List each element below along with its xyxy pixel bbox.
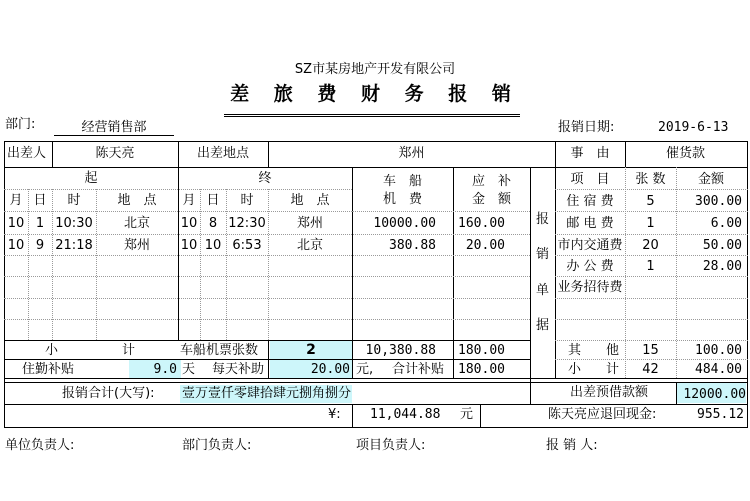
allowance-sum-label: 合计补贴 — [392, 362, 445, 377]
fare-header-1: 车 船 — [382, 174, 422, 189]
allowance-sum: 180.00 — [458, 362, 505, 377]
total-caps-label: 报销合计(大写): — [62, 386, 155, 401]
trip-2-end-time: 6:53 — [232, 238, 262, 253]
receipt-label-1: 报 — [535, 212, 549, 227]
expense-local-transport: 市内交通费 — [557, 238, 623, 253]
trip-1-end-place: 郑州 — [296, 216, 323, 231]
advance-amount: 12000.00 — [683, 387, 746, 402]
dept-head-label: 部门负责人: — [182, 438, 252, 453]
other-amount: 100.00 — [695, 343, 742, 358]
subtotal-label-b: 计 — [122, 343, 136, 358]
date-value: 2019-6-13 — [658, 120, 729, 135]
fare-header-2: 机 费 — [382, 192, 422, 207]
trip-1-end-month: 10 — [180, 216, 198, 231]
start-month-header: 月 — [9, 193, 23, 208]
trip-2-start-place: 郑州 — [123, 238, 150, 253]
other-label-a: 其 — [568, 343, 582, 358]
per-day-amount: 20.00 — [310, 362, 350, 377]
trip-1-start-time: 10:30 — [55, 216, 93, 231]
expense-lodging-amount: 300.00 — [695, 194, 742, 209]
fare-total: 10,380.88 — [365, 343, 436, 358]
expense-postage: 邮 电 费 — [566, 216, 614, 231]
reason-label: 事 由 — [570, 146, 610, 161]
destination: 郑州 — [398, 146, 425, 161]
expense-subtotal-label-b: 计 — [606, 362, 620, 377]
advance-label: 出差预借款额 — [570, 385, 649, 400]
date-label: 报销日期: — [558, 120, 615, 135]
end-day-header: 日 — [206, 193, 220, 208]
expense-count-header: 张 数 — [635, 172, 666, 187]
trip-2-allowance: 20.00 — [465, 238, 505, 253]
expense-office: 办 公 费 — [566, 259, 614, 274]
company-name: SZ市某房地产开发有限公司 — [294, 62, 456, 77]
end-month-header: 月 — [182, 193, 196, 208]
ticket-count: 2 — [306, 342, 316, 358]
start-place-header: 地 点 — [117, 193, 157, 208]
project-head-label: 项目负责人: — [356, 438, 426, 453]
expense-lodging-count: 5 — [646, 194, 655, 209]
expense-local-transport-count: 20 — [642, 238, 659, 253]
receipt-label-4: 据 — [535, 318, 549, 333]
expense-postage-amount: 6.00 — [710, 216, 742, 231]
trip-2-fare: 380.88 — [389, 238, 436, 253]
dept-label: 部门: — [5, 117, 36, 132]
trip-1-end-time: 12:30 — [228, 216, 266, 231]
end-place-header: 地 点 — [290, 193, 330, 208]
per-day-label: 每天补助 — [212, 362, 265, 377]
end-header: 终 — [258, 171, 272, 186]
duty-label: 住勤补贴 — [22, 362, 75, 377]
allowance-header-1: 应 补 — [471, 174, 511, 189]
refund-amount: 955.12 — [697, 407, 744, 422]
expense-lodging: 住 宿 费 — [566, 194, 614, 209]
trip-1-fare: 10000.00 — [373, 216, 436, 231]
trip-2-start-time: 21:18 — [55, 238, 93, 253]
per-day-unit: 元, — [356, 362, 374, 377]
total-amount: 11,044.88 — [370, 407, 441, 422]
trip-1-start-place: 北京 — [123, 216, 150, 231]
dept-value: 经营销售部 — [81, 120, 147, 135]
expense-subtotal-label-a: 小 — [568, 362, 582, 377]
claimant-label: 报 销 人: — [546, 438, 598, 453]
receipt-label-3: 单 — [535, 283, 549, 298]
expense-local-transport-amount: 50.00 — [702, 238, 742, 253]
trip-2-start-day: 9 — [35, 238, 45, 253]
place-label: 出差地点 — [196, 146, 249, 161]
expense-subtotal-count: 42 — [642, 362, 659, 377]
expense-amount-header: 金额 — [697, 172, 724, 187]
currency-symbol: ¥: — [328, 407, 341, 422]
expense-office-count: 1 — [646, 259, 655, 274]
trip-1-start-month: 10 — [7, 216, 25, 231]
trip-1-allowance: 160.00 — [458, 216, 505, 231]
trip-1-start-day: 1 — [35, 216, 45, 231]
traveler-label: 出差人 — [7, 146, 47, 161]
total-caps-value: 壹万壹仟零肆拾肆元捌角捌分 — [182, 386, 352, 401]
expense-postage-count: 1 — [646, 216, 655, 231]
trip-2-end-month: 10 — [180, 238, 198, 253]
total-unit: 元 — [460, 407, 474, 422]
refund-label: 陈天亮应退回现金: — [548, 407, 657, 422]
trip-2-start-month: 10 — [7, 238, 25, 253]
end-time-header: 时 — [240, 193, 254, 208]
reason-value: 催货款 — [665, 146, 705, 161]
expense-entertainment: 业务招待费 — [557, 280, 623, 295]
receipt-label-2: 销 — [535, 247, 549, 262]
subtotal-label-a: 小 — [45, 343, 59, 358]
duty-days-unit: 天 — [182, 362, 196, 377]
trip-2-end-day: 10 — [204, 238, 222, 253]
expense-subtotal-amount: 484.00 — [695, 362, 742, 377]
start-time-header: 时 — [67, 193, 81, 208]
expense-item-header: 项 目 — [570, 172, 610, 187]
trip-2-end-place: 北京 — [296, 238, 323, 253]
form-title: 差 旅 费 财 务 报 销 — [230, 83, 520, 105]
duty-days: 9.0 — [153, 362, 177, 377]
traveler-name: 陈天亮 — [95, 146, 135, 161]
unit-head-label: 单位负责人: — [5, 438, 75, 453]
start-header: 起 — [84, 171, 98, 186]
trip-1-end-day: 8 — [208, 216, 218, 231]
allowance-total: 180.00 — [458, 343, 505, 358]
other-count: 15 — [642, 343, 659, 358]
allowance-header-2: 金 额 — [471, 192, 511, 207]
expense-office-amount: 28.00 — [702, 259, 742, 274]
start-day-header: 日 — [33, 193, 47, 208]
other-label-b: 他 — [606, 343, 620, 358]
ticket-count-label: 车船机票张数 — [180, 343, 259, 358]
